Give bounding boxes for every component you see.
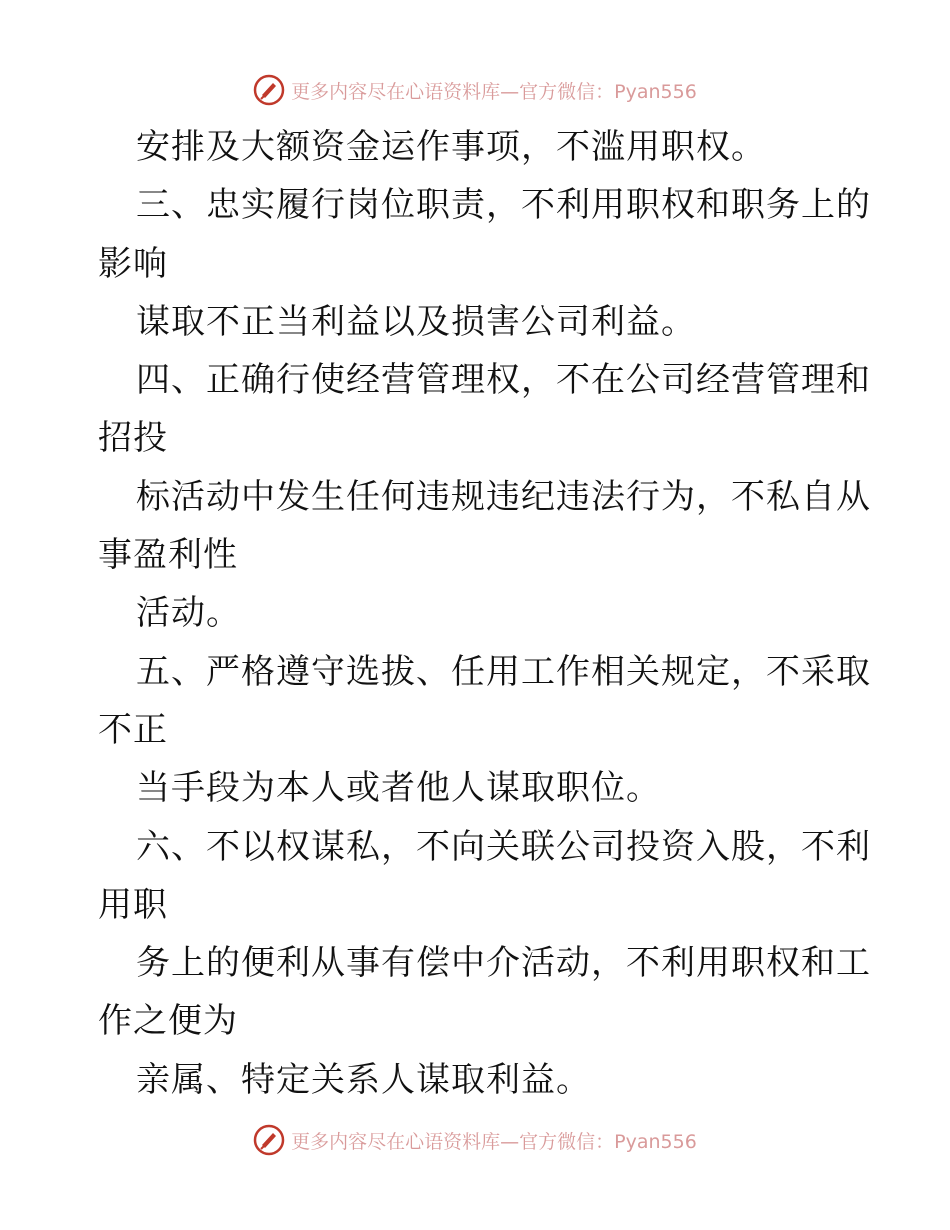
text-line: 活动。 bbox=[136, 593, 241, 634]
text-line: 四、正确行使经营管理权，不在公司经营管理和 bbox=[136, 360, 871, 401]
text-line: 五、严格遵守选拔、任用工作相关规定，不采取 bbox=[136, 651, 871, 692]
text-line: 招投 bbox=[98, 418, 168, 459]
text-line: 当手段为本人或者他人谋取职位。 bbox=[136, 768, 661, 809]
text-line: 安排及大额资金运作事项，不滥用职权。 bbox=[136, 127, 766, 167]
text-line: 用职 bbox=[98, 884, 168, 925]
header-watermark bbox=[0, 70, 950, 110]
text-line: 作之便为 bbox=[98, 1001, 238, 1042]
text-line: 标活动中发生任何违规违纪违法行为，不私自从 bbox=[136, 476, 871, 517]
seal-logo-icon bbox=[253, 1124, 285, 1156]
document-body bbox=[98, 118, 871, 1109]
text-line: 谋取不正当利益以及损害公司利益。 bbox=[136, 301, 696, 342]
text-line: 六、不以权谋私，不向关联公司投资入股，不利 bbox=[136, 826, 871, 867]
text-line: 不正 bbox=[98, 709, 168, 750]
text-line: 亲属、特定关系人谋取利益。 bbox=[136, 1059, 591, 1100]
watermark-text: 更多内容尽在心语资料库—官方微信：Pyan556 bbox=[291, 1130, 697, 1153]
text-line: 三、忠实履行岗位职责，不利用职权和职务上的 bbox=[136, 185, 871, 226]
text-line: 影响 bbox=[98, 243, 168, 284]
footer-watermark bbox=[0, 1120, 950, 1160]
text-line: 事盈利性 bbox=[98, 535, 238, 576]
seal-logo-icon bbox=[253, 74, 285, 106]
text-line: 务上的便利从事有偿中介活动，不利用职权和工 bbox=[136, 943, 871, 984]
watermark-text: 更多内容尽在心语资料库—官方微信：Pyan556 bbox=[291, 80, 697, 103]
